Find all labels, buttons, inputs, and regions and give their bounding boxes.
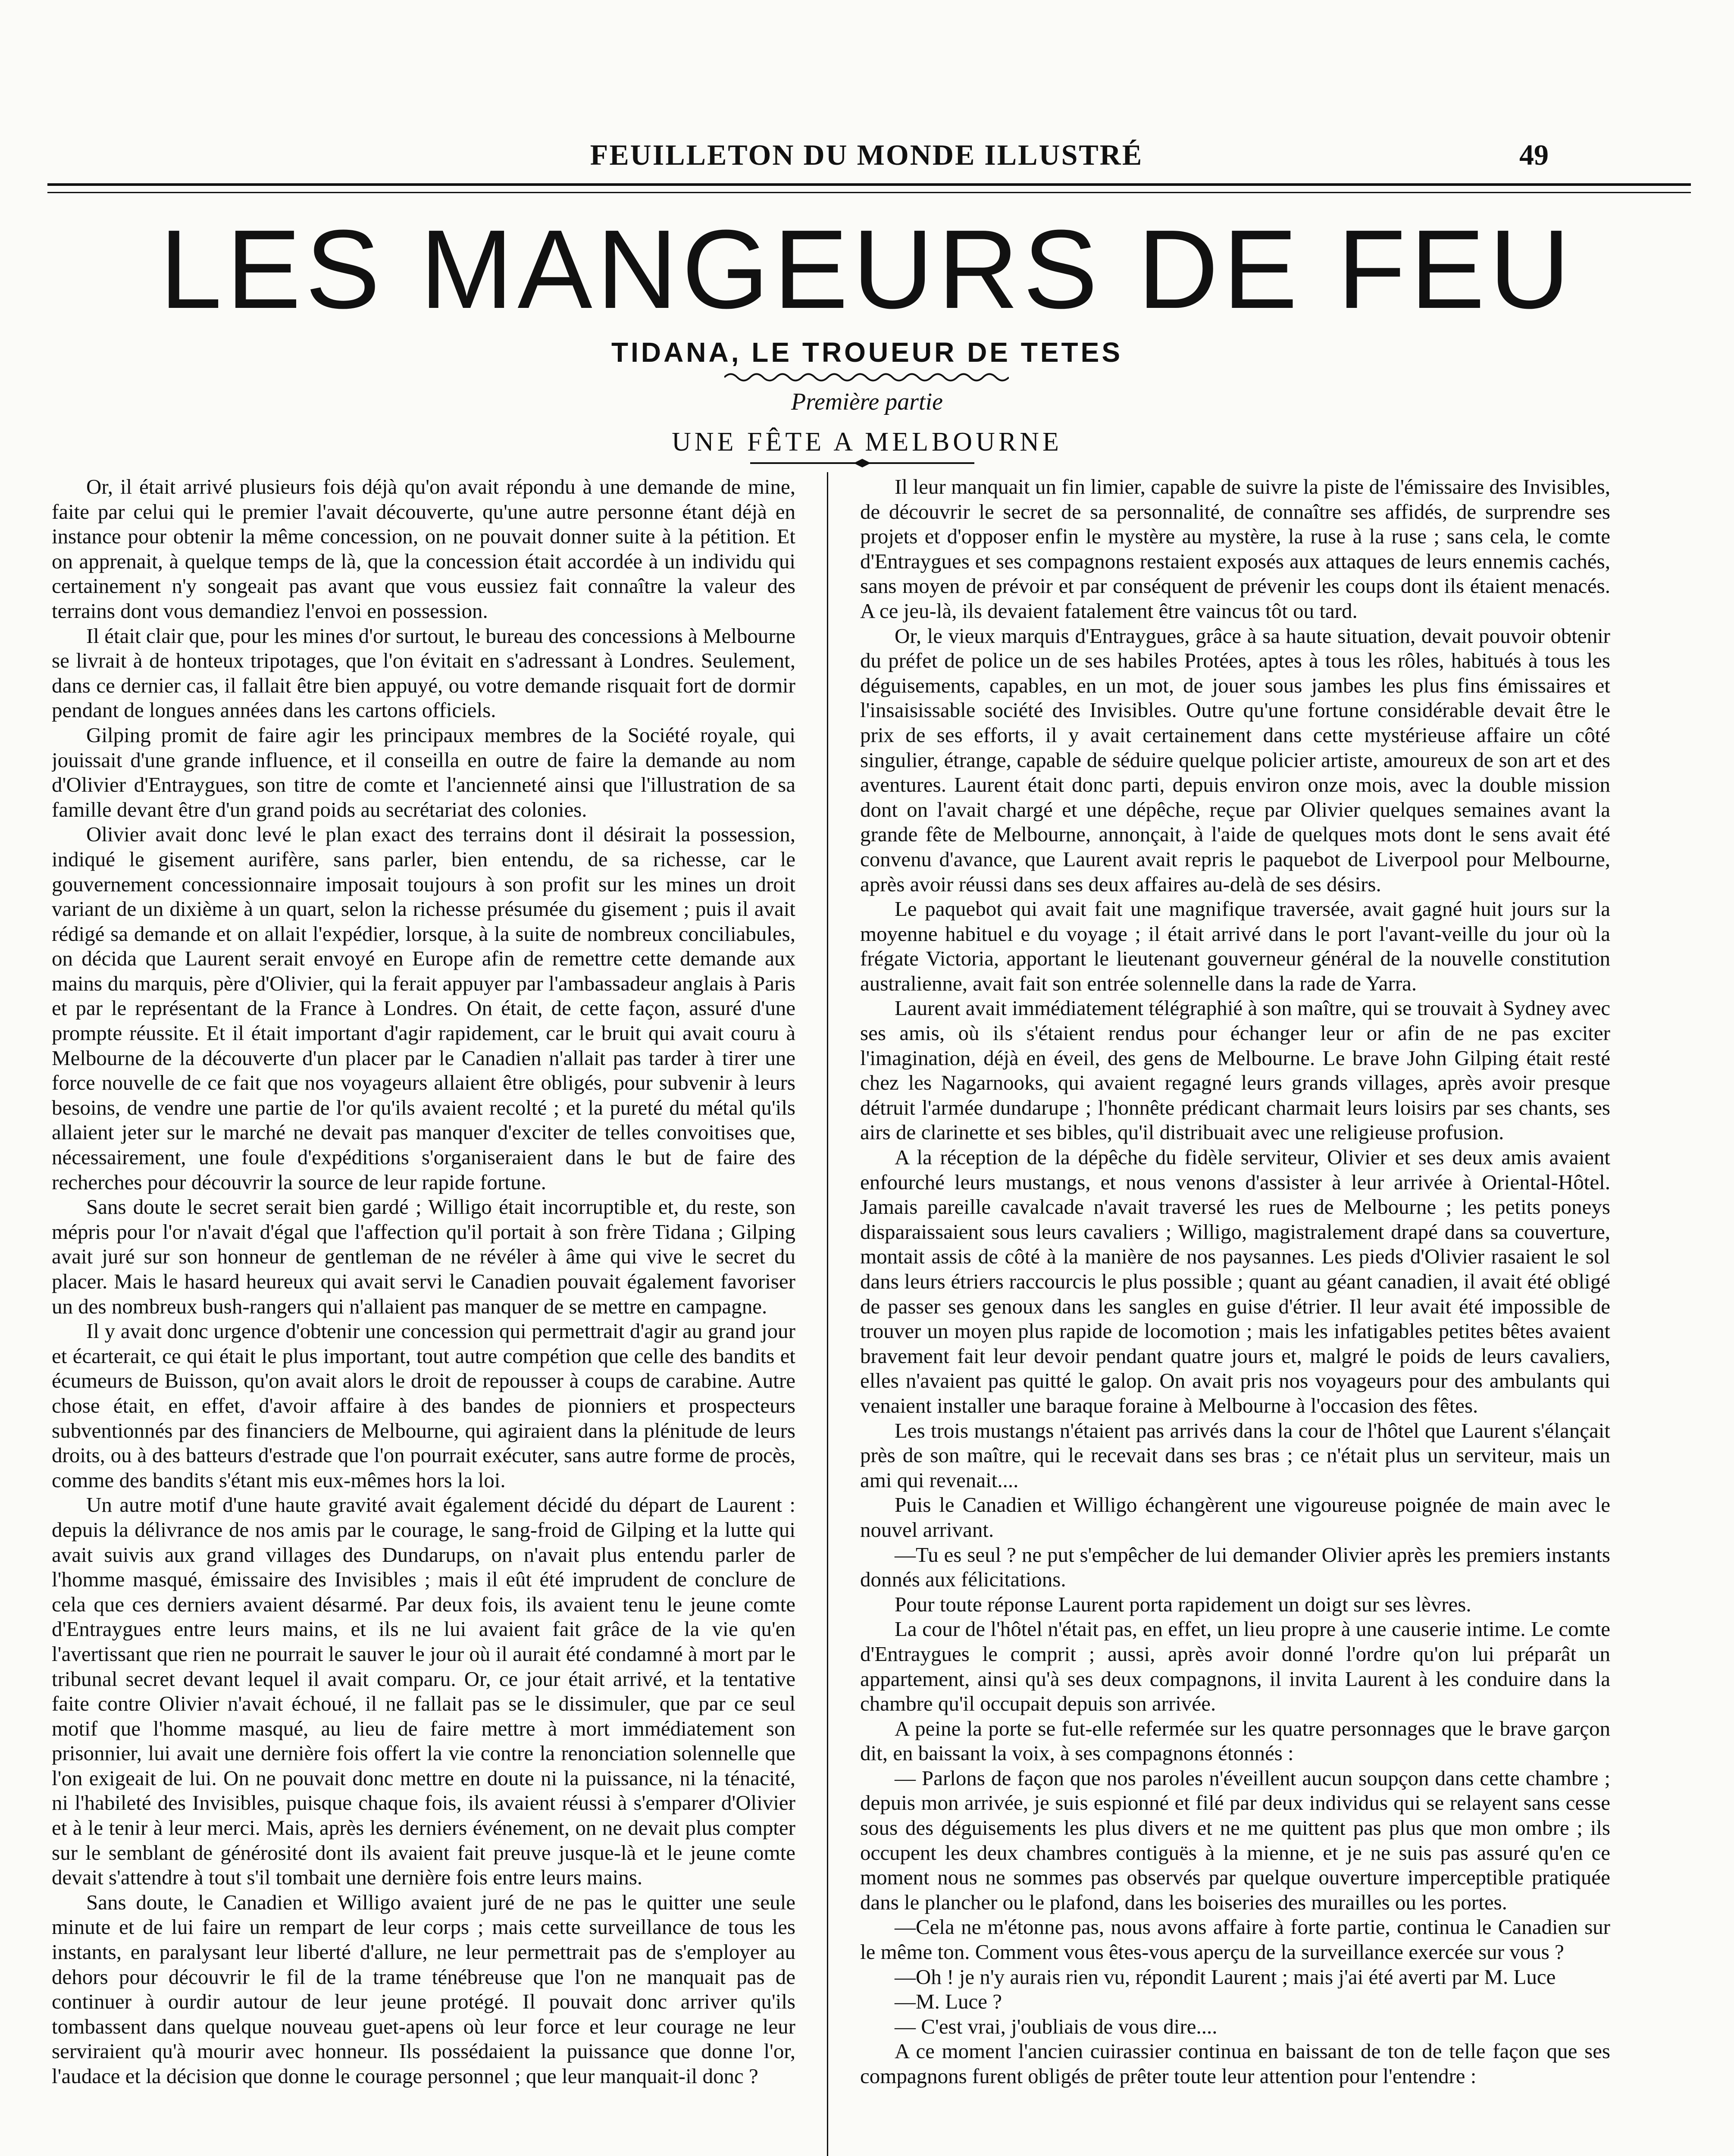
paragraph: Les trois mustangs n'étaient pas arrivés dans la cour de l'hôtel que Laurent s'élançait près de son maître, qui le recevait dans ses bras ; ce n'était plus un serviteur, mais un ami qui revenait.... (860, 1418, 1610, 1492)
article-subtitle: TIDANA, LE TROUEUR DE TETES (611, 337, 1123, 368)
paragraph: A ce moment l'ancien cuirassier continua en baissant de ton de telle façon que ses compagnons furent obligés de prêter toute leur attention pour l'entendre : (860, 2039, 1610, 2088)
text-column-left (52, 474, 795, 2156)
paragraph: —Cela ne m'étonne pas, nous avons affaire à forte partie, continua le Canadien sur le même ton. Comment vous êtes-vous aperçu de la surveillance exercée sur vous ? (860, 1915, 1610, 1964)
wave-ornament (724, 371, 1009, 384)
paragraph: Puis le Canadien et Willigo échangèrent une vigoureuse poignée de main avec le nouvel arrivant. (860, 1493, 1610, 1542)
divider-ornament (750, 458, 974, 468)
text-column-right (860, 474, 1610, 2156)
page-number: 49 (1519, 138, 1549, 171)
paragraph: Le paquebot qui avait fait une magnifique traversée, avait gagné huit jours sur la moyenne habituel e du voyage ; il était arrivé dans le port l'avant-veille du jour où la frégate Victoria, apportant le lieutenant gouverneur général de la nouvelle constitution australienne, avait fait son entrée solennelle dans la rade de Yarra. (860, 897, 1610, 995)
paragraph: Un autre motif d'une haute gravité avait également décidé du départ de Laurent : depuis la délivrance de nos amis par le courage, le sang-froid de Gilping et la lutte qui avait suivis aux grand villages des Dundarups, on n'avait plus entendu parler de l'homme masqué, émissaire des Invisibles ; mais il eût été imprudent de conclure de cela que ces derniers avaient désarmé. Par deux fois, ils avaient tenu le jeune comte d'Entraygues entre leurs mains, et ils ne lui avaient fait grâce de la vie qu'en l'avertissant que rien ne pourrait le sauver le jour où il aurait été condamné à mort par le tribunal secret devant lequel il avait comparu. Or, ce jour était arrivé, et la tentative faite contre Olivier n'avait échoué, il ne fallait pas se le dissimuler, que par ce seul motif que l'homme masqué, au lieu de faire mettre à mort immédiatement son prisonnier, lui avait une dernière fois offert la vie contre la renonciation solennelle que l'on exigeait de lui. On ne pouvait donc mettre en doute ni la puissance, ni la ténacité, ni l'habileté des Invisibles, puisque chaque fois, ils avaient réussi à s'emparer d'Olivier et à le tenir à leur merci. Mais, après les derniers événement, on ne devait plus compter sur le semblant de générosité dont ils avaient fait preuve jusque-là et le jeune comte devait s'attendre à tout s'il tombait une dernière fois entre leurs mains. (52, 1493, 795, 1890)
paragraph: A la réception de la dépêche du fidèle serviteur, Olivier et ses deux amis avaient enfourché leurs mustangs, et nous venons d'assister à leur arrivée à Oriental-Hôtel. Jamais pareille cavalcade n'avait traversé les rues de Melbourne ; les petits poneys disparaissaient sous leurs cavaliers ; Willigo, magistralement drapé dans sa couverture, montait assis de côté à la manière de nos paysannes. Les pieds d'Olivier rasaient le sol dans leurs étriers raccourcis le plus possible ; quant au géant canadien, il avait été obligé de passer ses genoux dans les sangles en guise d'étrier. Il leur avait été impossible de trouver un moyen plus rapide de locomotion ; mais les infatigables petites bêtes avaient bravement fait leur devoir pendant quatre jours et, malgré le poids de leurs cavaliers, elles n'avaient pas quitté le galop. On avait pris nos voyageurs pour des ambulants qui venaient installer une baraque foraine à Melbourne à l'occasion des fêtes. (860, 1145, 1610, 1417)
paragraph: La cour de l'hôtel n'était pas, en effet, un lieu propre à une causerie intime. Le comte d'Entraygues le comprit ; aussi, après avoir donné l'ordre qu'on lui préparât un appartement, ainsi qu'à ses deux compagnons, il invita Laurent à les conduire dans la chambre qu'il occupait depuis son arrivée. (860, 1617, 1610, 1716)
paragraph: Olivier avait donc levé le plan exact des terrains dont il désirait la possession, indiqué le gisement aurifère, sans parler, bien entendu, de sa richesse, car le gouvernement concessionnaire imposait toujours à son profit sur les mines un droit variant de un dixième à un quart, selon la richesse présumée du gisement ; puis il avait rédigé sa demande et on allait l'expédier, lorsque, à la suite de nombreux conciliabules, on décida que Laurent serait envoyé en Europe afin de remettre cette demande aux mains du marquis, père d'Olivier, qui la ferait appuyer par l'ambassadeur anglais à Paris et par le représentant de la France à Londres. On était, de cette façon, assuré d'une prompte réussite. Et il était important d'agir rapidement, car le bruit qui avait couru à Melbourne de la découverte d'un placer par le Canadien n'allait pas tarder à tirer une force nouvelle de ce fait que nos voyageurs allaient être obligés, pour subvenir à leurs besoins, de vendre une partie de l'or qu'ils avaient recolté ; et la pureté du métal qu'ils allaient jeter sur le marché ne devait pas manquer d'exciter de telles convoitises que, nécessairement, une foule d'expéditions s'organiseraient dans le but de faire des recherches pour découvrir la source de leur rapide fortune. (52, 822, 795, 1194)
paragraph: Or, il était arrivé plusieurs fois déjà qu'on avait répondu à une demande de mine, faite par celui qui le premier l'avait découverte, qu'une autre personne étant déjà en instance pour obtenir la même concession, on ne pouvait donner suite à la pétition. Et on apprenait, à quelque temps de là, que la concession était accordée à un individu qui certainement n'y songeait pas avant que vous eussiez fait connaître la valeur des terrains dont vous demandiez l'envoi en possession. (52, 475, 795, 623)
paragraph: Sans doute le secret serait bien gardé ; Willigo était incorruptible et, du reste, son mépris pour l'or n'avait d'égal que l'affection qu'il portait à son frère Tidana ; Gilping avait juré sur son honneur de gentleman de ne révéler à âme qui vive le secret du placer. Mais le hasard heureux qui avait servi le Canadien pouvait également favoriser un des nombreux bush-rangers qui n'allaient pas manquer de se mettre en campagne. (52, 1195, 795, 1318)
paragraph: Il leur manquait un fin limier, capable de suivre la piste de l'émissaire des Invisibles, de découvrir le secret de sa personnalité, de connaître ses affidés, de surprendre ses projets et d'opposer enfin le mystère au mystère, la ruse à la ruse ; sans cela, le comte d'Entraygues et ses compagnons restaient exposés aux attaques de leurs ennemis cachés, sans moyen de prévoir et par conséquent de prévenir les coups dont ils étaient menacés. A ce jeu-là, ils devaient fatalement être vaincus tôt ou tard. (860, 475, 1610, 623)
paragraph: Or, le vieux marquis d'Entraygues, grâce à sa haute situation, devait pouvoir obtenir du préfet de police un de ses habiles Protées, aptes à tous les rôles, habitués à tous les déguisements, capables, en un mot, de jouer sous jambes les plus fins émissaires et l'insaisissable société des Invisibles. Outre qu'une fortune considérable devait être le prix de ses efforts, il y avait certainement dans cette mystérieuse affaire un côté singulier, étrange, capable de séduire quelque policier artiste, amoureux de son art et des aventures. Laurent était donc parti, depuis environ onze mois, avec la double mission dont on l'avait chargé et une dépêche, reçue par Olivier quelques semaines avant la grande fête de Melbourne, annonçait, à l'aide de quelques mots dont le sens avait été convenu d'avance, que Laurent avait repris le paquebot de Liverpool pour Melbourne, après avoir réussi dans ses deux affaires au-delà de ses désirs. (860, 624, 1610, 896)
header-rule (47, 183, 1691, 186)
paragraph: Laurent avait immédiatement télégraphié à son maître, qui se trouvait à Sydney avec ses amis, où ils s'étaient rendus pour échanger leur or afin de ne pas exciter l'imagination, déjà en éveil, des gens de Melbourne. Le brave John Gilping était resté chez les Nagarnooks, qui avaient regagné leurs grands villages, après avoir presque détruit l'armée dundarupe ; l'honnête prédicant charmait leurs loisirs par ses chants, ses airs de clarinette et ses bibles, qu'il distribuait avec une religieuse profusion. (860, 996, 1610, 1144)
column-divider (827, 472, 828, 2156)
paragraph: — Parlons de façon que nos paroles n'éveillent aucun soupçon dans cette chambre ; depuis mon arrivée, je suis espionné et filé par deux individus qui se relayent sans cesse sous des déguisements les plus divers et ne me quittent pas plus que mon ombre ; ils occupent les deux chambres contiguës à la mienne, et je ne suis pas assuré qu'en ce moment nous ne sommes pas observés par quelque ouverture imperceptible pratiquée dans le plancher ou le plafond, dans les boiseries des murailles ou les portes. (860, 1766, 1610, 1914)
part-label: Première partie (791, 389, 943, 415)
chapter-title: UNE FÊTE A MELBOURNE (672, 427, 1062, 457)
paragraph: Il était clair que, pour les mines d'or surtout, le bureau des concessions à Melbourne se livrait à de honteux tripotages, que l'on évitait en s'adressant à Londres. Seulement, dans ce dernier cas, il fallait être bien appuyé, ou votre demande risquait fort de dormir pendant de longues années dans les cartons officiels. (52, 624, 795, 722)
paragraph: —Oh ! je n'y aurais rien vu, répondit Laurent ; mais j'ai été averti par M. Luce (895, 1965, 1556, 1989)
paragraph: —M. Luce ? (895, 1990, 1002, 2014)
page-header (0, 138, 1734, 172)
article-title: LES MANGEURS DE FEU (160, 207, 1574, 332)
paragraph: — C'est vrai, j'oubliais de vous dire.... (895, 2014, 1218, 2038)
paragraph: Pour toute réponse Laurent porta rapidement un doigt sur ses lèvres. (895, 1592, 1471, 1616)
paragraph: —Tu es seul ? ne put s'empêcher de lui demander Olivier après les premiers instants donnés aux félicitations. (860, 1542, 1610, 1592)
paragraph: Gilping promit de faire agir les principaux membres de la Société royale, qui jouissait d'une grande influence, et il conseilla en outre de faire la demande au nom d'Olivier d'Entraygues, son titre de comte et l'ancienneté ainsi que l'illustration de sa famille devant être d'un grand poids au secrétariat des colonies. (52, 723, 795, 821)
paragraph: Il y avait donc urgence d'obtenir une concession qui permettrait d'agir au grand jour et écarterait, ce qui était le plus important, tout autre compétion que celle des bandits et écumeurs de Buisson, qu'on avait alors le droit de repousser à coups de carabine. Autre chose était, en effet, d'avoir affaire à des bandes de pionniers et prospecteurs subventionnés par des financiers de Melbourne, qui agiraient dans la plénitude de leurs droits, ou à des batteurs d'estrade que l'on pourrait exécuter, sans autre forme de procès, comme des bandits s'étant mis eux-mêmes hors la loi. (52, 1319, 795, 1492)
paragraph: Sans doute, le Canadien et Willigo avaient juré de ne pas le quitter une seule minute et de lui faire un rempart de leur corps ; mais cette surveillance de tous les instants, en paralysant leur liberté d'allure, ne leur permettrait pas de s'employer au dehors pour découvrir le fil de la trame ténébreuse que l'on ne manquait pas de continuer à ourdir autour de leur jeune protégé. Il pouvait donc arriver qu'ils tombassent dans quelque nouveau guet-apens où leur force et leur courage ne leur serviraient qu'à mourir avec honneur. Ils possédaient la puissance que donne l'or, l'audace et la décision que donne le courage personnel ; que leur manquait-il donc ? (52, 1890, 795, 2088)
header-rule-thin (47, 192, 1691, 193)
paragraph: A peine la porte se fut-elle refermée sur les quatre personnages que le brave garçon dit, en baissant la voix, à ses compagnons étonnés : (860, 1716, 1610, 1765)
running-head: FEUILLETON DU MONDE ILLUSTRÉ (590, 138, 1143, 171)
